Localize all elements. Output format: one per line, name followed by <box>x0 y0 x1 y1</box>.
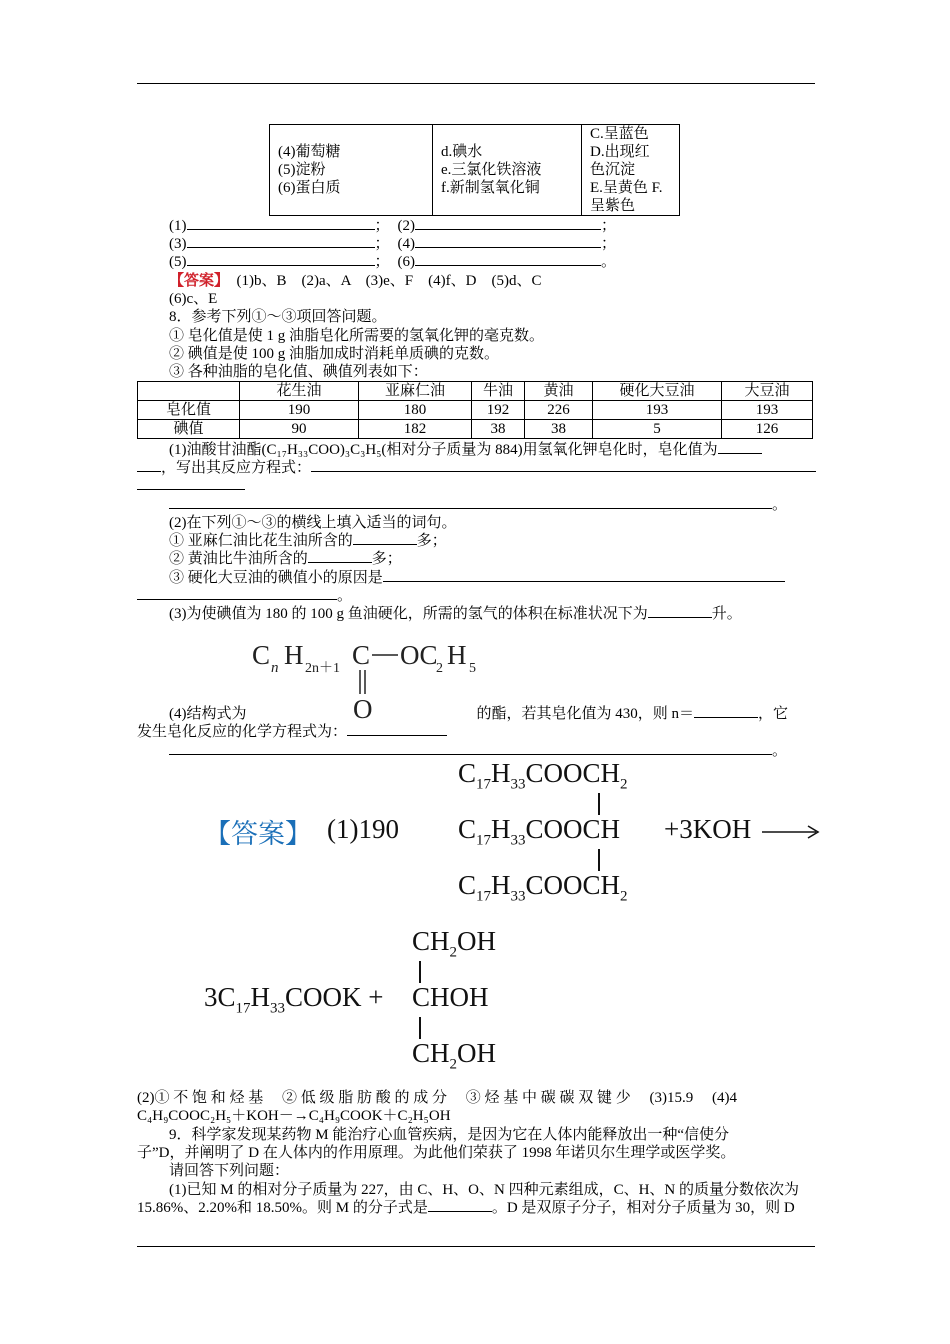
soap-product: $3C_{17}H_{33}COOK$ + <box>204 982 384 1017</box>
period: 。 <box>772 497 788 513</box>
oil-table <box>137 381 813 439</box>
question-text: 请回答下列问题： <box>169 1163 290 1179</box>
table-text: e.三氯化铁溶液 <box>441 162 542 178</box>
question-text: ① 亚麻仁油比花生油所含的 <box>169 533 353 549</box>
question-text: 的酯，若其皂化值为 430，则 n＝ <box>476 706 695 722</box>
table-text: (4)葡萄糖 <box>278 144 341 160</box>
question-item: ③ 各种油脂的皂化值、碘值列表如下： <box>169 364 428 380</box>
separator: ； <box>601 218 617 234</box>
table-header: 大豆油 <box>722 382 813 401</box>
separator: ； <box>374 236 390 252</box>
table-cell: 90 <box>240 420 359 439</box>
separator: 。 <box>601 254 617 270</box>
answer-blank[interactable] <box>169 508 772 509</box>
svg-text:C: C <box>252 640 271 670</box>
q8-part2b <box>169 550 847 568</box>
table-text: 呈紫色 <box>590 198 636 214</box>
triglyceride-row-2: $C_{17}H_{33}COOCH$ <box>458 814 621 849</box>
question-text: ③ 硬化大豆油的碘值小的原因是 <box>169 570 383 586</box>
svg-text:2: 2 <box>436 661 443 676</box>
period: 。 <box>337 588 353 604</box>
table-text: 色沉淀 <box>590 162 636 178</box>
glycerol-row-2: CHOH <box>412 982 489 1012</box>
glycerol-row-1: $CH_2OH$ <box>412 926 497 961</box>
table-text: d.碘水 <box>441 144 483 160</box>
table-header-row <box>138 382 813 401</box>
question-text: (2)在下列①～③的横线上填入适当的词句。 <box>169 515 457 531</box>
question-text: 发生皂化反应的化学方程式为： <box>137 724 348 740</box>
question-item: ② 碘值是使 100 g 油脂加成时消耗单质碘的克数。 <box>169 346 500 362</box>
answer-7 <box>169 272 847 290</box>
answer-blank[interactable] <box>353 544 417 545</box>
table-cell: 38 <box>472 420 525 439</box>
table-cell: 182 <box>359 420 472 439</box>
q8-part3 <box>169 605 847 623</box>
question-text: ，写出其反应方程式： <box>161 460 312 476</box>
question-text: (3)为使碘值为 180 的 100 g 鱼油硬化，所需的氢气的体积在标准状况下为 <box>169 606 648 622</box>
question-text: 升。 <box>711 606 742 622</box>
bond-line <box>598 793 600 815</box>
table-text: D.出现红 <box>590 144 650 160</box>
answer-blank[interactable] <box>718 453 762 454</box>
table-header: 牛油 <box>472 382 525 401</box>
q8-part1 <box>169 441 815 459</box>
q8-part2c <box>169 569 815 587</box>
question-stem: 9．科学家发现某药物 M 能治疗心血管疾病，是因为它在人体内能释放出一种“信使分 <box>169 1127 729 1143</box>
glycerol-row-3: $CH_2OH$ <box>412 1038 497 1073</box>
table-text: (6)蛋白质 <box>278 180 341 196</box>
answer-text: C₄H₉COOC₂H₅＋KOH－→C₄H₉COOK＋C₂H₅OH <box>137 1108 451 1124</box>
question-text: 多； <box>371 551 402 567</box>
question-text: ，它 <box>758 706 789 722</box>
q8-part1-line <box>137 477 815 495</box>
question-text: 多； <box>416 533 447 549</box>
q8-part2c-cont <box>137 587 815 605</box>
period: 。 <box>772 743 788 759</box>
blank-label: (1) <box>169 218 187 234</box>
answer-text: (1)b、B (2)a、A (3)e、F (4)f、D (5)d、C <box>236 273 542 289</box>
table-cell: 226 <box>525 401 593 420</box>
arrow-icon <box>762 824 822 845</box>
svg-text:C: C <box>352 640 371 670</box>
triglyceride-row-1: $C_{17}H_{33}COOCH_2$ <box>458 758 628 793</box>
answer-tag-large: 【答案】 <box>204 819 312 850</box>
answer-blank[interactable] <box>187 247 375 248</box>
q8-part1-line <box>169 496 847 514</box>
svg-text:2n＋1: 2n＋1 <box>305 661 340 676</box>
question-text: (1)已知 M 的相对分子质量为 227，由 C、H、O、N 四种元素组成，C、H、N 的质量分数依次为 <box>169 1182 800 1198</box>
answer-text: (2)① 不 饱 和 烃 基 ② 低 级 脂 肪 酸 的 成 分 ③ 烃 基 中 碳 碳 双 键 少 (3)15.9 (4)4 <box>137 1090 737 1106</box>
answer-text: (6)c、E <box>169 291 218 307</box>
footer-rule <box>137 1246 815 1247</box>
answer-blank[interactable] <box>187 229 375 230</box>
question-text: 15.86%、2.20%和 18.50%。则 M 的分子式是 <box>137 1200 428 1216</box>
answer-tag: 【答案】 <box>169 273 230 289</box>
answer-blank[interactable] <box>428 1211 492 1212</box>
answer-blank[interactable] <box>137 599 337 600</box>
reactant-koh: +3KOH <box>664 814 752 844</box>
table-text: E.呈黄色 F. <box>590 180 663 196</box>
table-header <box>138 382 240 401</box>
answer-blank[interactable] <box>415 265 601 266</box>
answer-blank[interactable] <box>694 717 758 718</box>
bond-line <box>419 1017 421 1039</box>
table-cell: 193 <box>722 401 813 420</box>
blank-label: (4) <box>397 236 416 252</box>
table-cell <box>582 125 680 216</box>
answer-blank[interactable] <box>347 735 447 736</box>
table-text: C.呈蓝色 <box>590 126 649 142</box>
answer-blank[interactable] <box>169 754 772 755</box>
table-cell: 190 <box>240 401 359 420</box>
table-cell <box>270 125 433 216</box>
header-rule <box>137 83 815 84</box>
svg-text:n: n <box>271 660 279 676</box>
table-header: 亚麻仁油 <box>359 382 472 401</box>
question-text: (1)油酸甘油酯(C₁₇H₃₃COO)₃C₃H₅(相对分子质量为 884)用氢氧化钾皂化时，皂化值为 <box>169 442 718 458</box>
question-text: (4)结构式为 <box>169 706 247 722</box>
table-cell: 180 <box>359 401 472 420</box>
question-text: ② 黄油比牛油所含的 <box>169 551 308 567</box>
q8-part2a <box>169 532 847 550</box>
answer-blank[interactable] <box>383 581 785 582</box>
table-header: 花生油 <box>240 382 359 401</box>
blank-row-2 <box>169 235 847 253</box>
svg-text:OC: OC <box>400 640 438 670</box>
svg-text:H: H <box>284 640 304 670</box>
table-cell: 193 <box>593 401 722 420</box>
table-cell: 192 <box>472 401 525 420</box>
bond-line <box>419 961 421 983</box>
blank-row-3 <box>169 253 847 271</box>
blank-row-1 <box>169 217 847 235</box>
question-stem: 8．参考下列①～③项回答问题。 <box>169 309 387 325</box>
q9-line5 <box>137 1199 815 1217</box>
table-header: 硬化大豆油 <box>593 382 722 401</box>
question-text: 子”D，并阐明了 D 在人体内的作用原理。为此他们荣获了 1998 年诺贝尔生理学或医学奖。 <box>137 1145 736 1161</box>
answer-blank[interactable] <box>187 265 375 266</box>
blank-label: (6) <box>397 254 416 270</box>
q8-part4-cont <box>137 723 815 741</box>
blank-label: (2) <box>397 218 416 234</box>
q8-part4 <box>169 705 815 723</box>
answer-blank[interactable] <box>137 471 161 472</box>
svg-text:H: H <box>447 640 467 670</box>
q8-part1-cont <box>137 459 815 477</box>
answer-blank[interactable] <box>311 471 816 472</box>
table-cell: 皂化值 <box>138 401 240 420</box>
answer-blank[interactable] <box>137 489 245 490</box>
separator: ； <box>374 218 390 234</box>
answer-blank[interactable] <box>308 562 372 563</box>
matching-table <box>269 124 680 216</box>
separator: ； <box>601 236 617 252</box>
answer-blank[interactable] <box>415 247 601 248</box>
answer-blank[interactable] <box>648 617 712 618</box>
table-cell <box>433 125 582 216</box>
question-item: ① 皂化值是使 1 g 油脂皂化所需要的氢氧化钾的毫克数。 <box>169 328 545 344</box>
table-text: (5)淀粉 <box>278 162 326 178</box>
answer-blank[interactable] <box>415 229 601 230</box>
blank-label: (3) <box>169 236 187 252</box>
table-text: f.新制氢氧化铜 <box>441 180 540 196</box>
question-text: 。D 是双原子分子，相对分子质量为 30，则 D <box>491 1200 795 1216</box>
svg-text:O: O <box>353 694 373 724</box>
table-cell: 38 <box>525 420 593 439</box>
table-cell: 5 <box>593 420 722 439</box>
table-cell: 126 <box>722 420 813 439</box>
table-cell: 碘值 <box>138 420 240 439</box>
table-row <box>138 420 813 439</box>
bond-line <box>598 849 600 871</box>
table-row <box>138 401 813 420</box>
blank-label: (5) <box>169 254 187 270</box>
separator: ； <box>374 254 390 270</box>
triglyceride-row-3: $C_{17}H_{33}COOCH_2$ <box>458 870 628 905</box>
answer-part1: (1)190 <box>327 814 399 844</box>
svg-text:5: 5 <box>469 661 476 676</box>
table-header: 黄油 <box>525 382 593 401</box>
